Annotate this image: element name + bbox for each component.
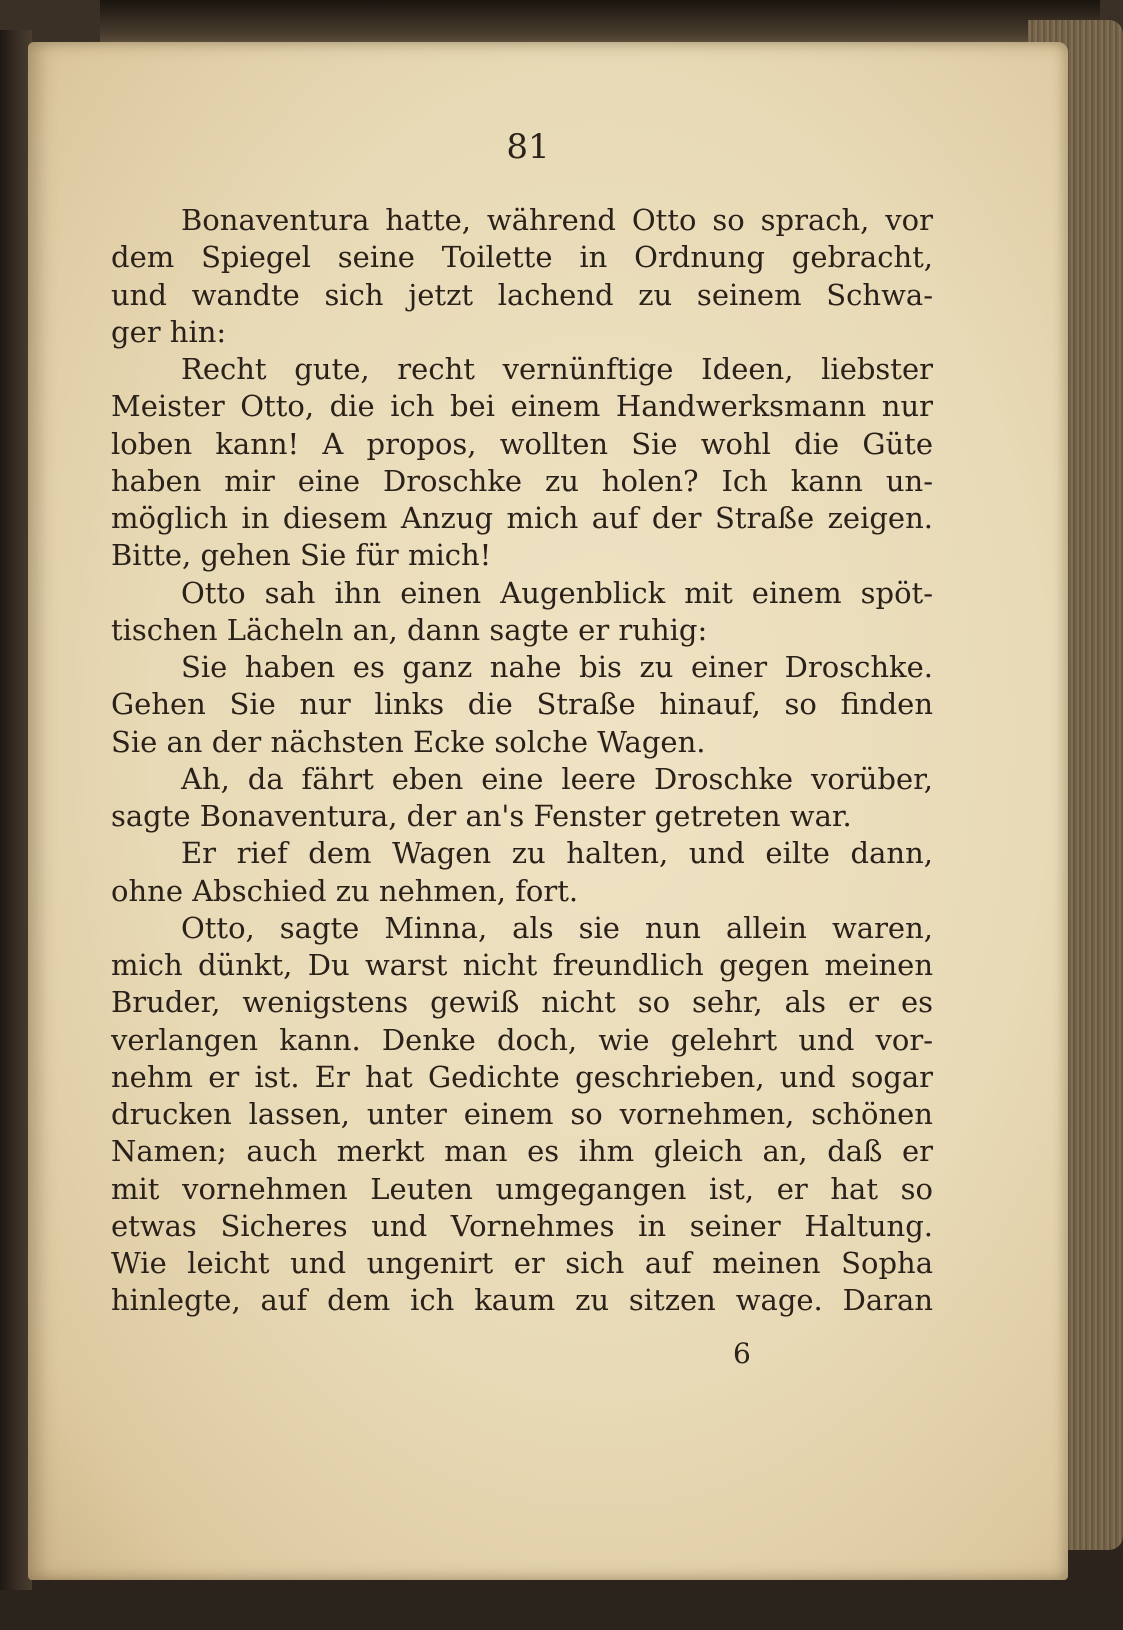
text-line: mich dünkt, Du warst nicht freundlich gegen meinen [111,948,933,982]
text-line: verlangen kann. Denke doch, wie gelehrt und vor- [111,1022,933,1057]
text-line: Er rief dem Wagen zu halten, und eilte dann, [181,836,933,871]
text-line: Namen; auch merkt man es ihm gleich an, daß er [111,1134,933,1169]
text-line: haben mir eine Droschke zu holen? Ich kann un- [111,463,933,498]
text-line: Sie haben es ganz nahe bis zu einer Droschke. [181,650,933,684]
text-line: dem Spiegel seine Toilette in Ordnung gebracht, [111,240,933,275]
text-line: etwas Sicheres und Vornehmes in seiner Haltung. [111,1208,933,1243]
text-line: Ah, da fährt eben eine leere Droschke vorüber, [181,761,933,796]
text-line: Gehen Sie nur links die Straße hinauf, so finden [111,687,933,722]
book-page [28,42,1068,1580]
text-line: sagte Bonaventura, der an's Fenster getreten war. [111,799,852,833]
text-line: drucken lassen, unter einem so vornehmen, schönen [111,1097,933,1131]
body-text [111,202,933,1320]
text-line: Otto sah ihn einen Augenblick mit einem spöt- [181,575,933,610]
text-line: ger hin: [111,314,227,349]
text-line: Meister Otto, die ich bei einem Handwerksmann nur [111,389,933,424]
text-line: ohne Abschied zu nehmen, fort. [111,873,579,908]
text-line: Sie an der nächsten Ecke solche Wagen. [111,724,706,759]
text-line: tischen Lächeln an, dann sagte er ruhig: [111,612,708,647]
text-line: möglich in diesem Anzug mich auf der Straße zeigen. [111,501,933,535]
text-line: mit vornehmen Leuten umgegangen ist, er hat so [111,1171,933,1206]
text-line: loben kann! A propos, wollten Sie wohl die Güte [111,426,933,461]
page-number: 81 [506,127,550,167]
text-line: hinlegte, auf dem ich kaum zu sitzen wage. Daran [111,1283,933,1318]
text-line: Recht gute, recht vernünftige Ideen, liebster [181,352,933,386]
signature-mark: 6 [733,1337,751,1370]
text-line: Bruder, wenigstens gewiß nicht so sehr, als er es [111,985,933,1020]
text-line: Bonaventura hatte, während Otto so sprach, vor [181,203,933,237]
text-line: Wie leicht und ungenirt er sich auf meinen Sopha [111,1246,933,1280]
text-line: nehm er ist. Er hat Gedichte geschrieben, und sogar [111,1059,933,1094]
text-line: Bitte, gehen Sie für mich! [111,538,492,573]
text-line: und wandte sich jetzt lachend zu seinem Schwa- [111,277,933,312]
text-line: Otto, sagte Minna, als sie nun allein waren, [181,910,933,945]
